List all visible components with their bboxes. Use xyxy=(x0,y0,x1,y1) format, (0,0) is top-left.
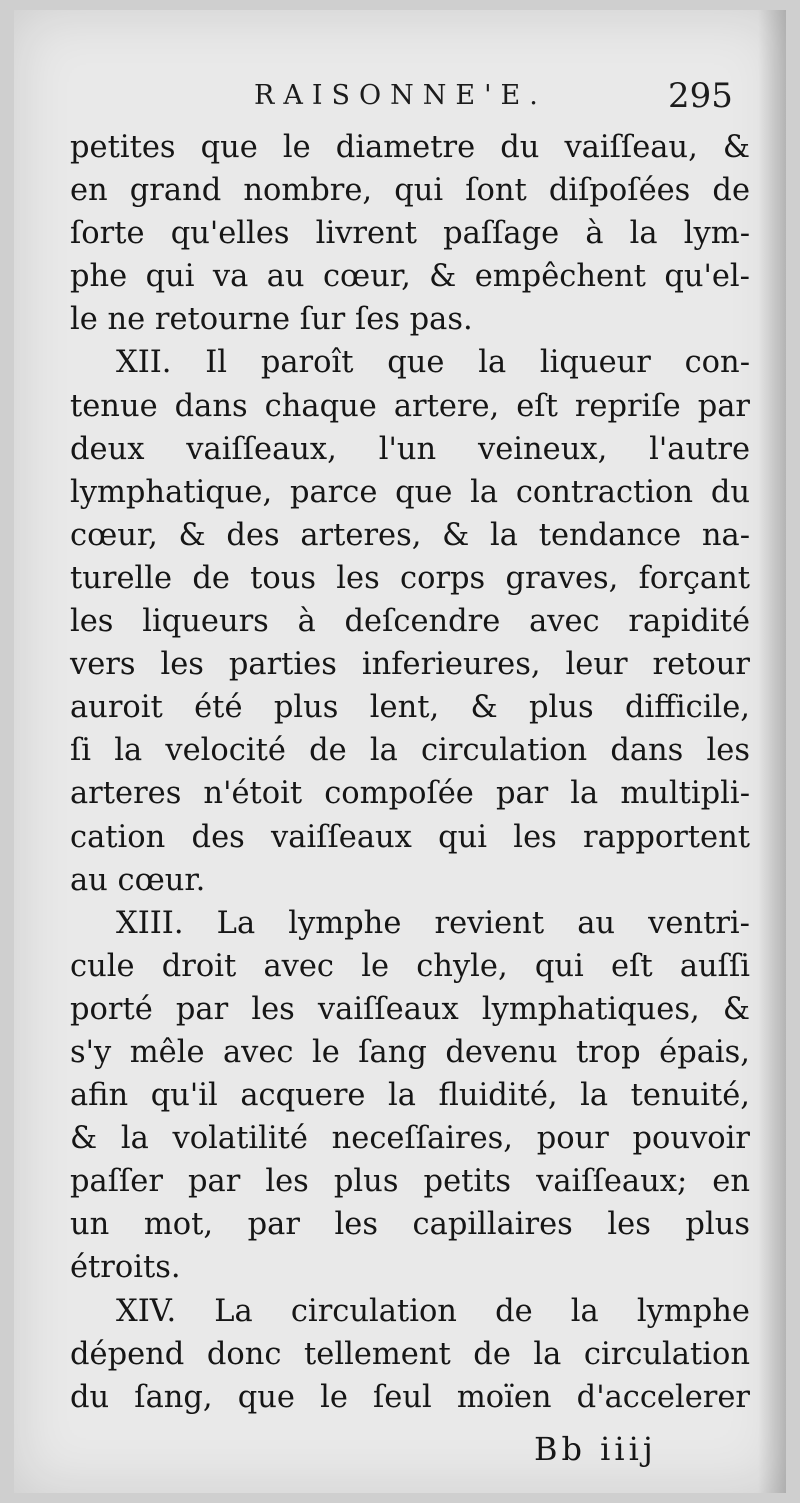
text-line: un mot, par les capillaires les plus xyxy=(70,1207,750,1243)
running-title: RAISONNE'E. xyxy=(254,80,547,111)
text-line: du ſang, que le ſeul moïen d'accelerer xyxy=(70,1379,750,1415)
text-line: vers les parties inferieures, leur retour xyxy=(70,647,750,683)
text-line: XIII. La lymphe revient au ventri- xyxy=(116,905,750,941)
text-line: deux vaiſſeaux, l'un veineux, l'autre xyxy=(70,431,750,467)
text-line: le ne retourne ſur ſes pas. xyxy=(70,302,473,338)
text-line: cation des vaiſſeaux qui les rapportent xyxy=(70,819,750,855)
text-line: s'y mêle avec le ſang devenu trop épais, xyxy=(70,1034,750,1070)
text-line: phe qui va au cœur, & empêchent qu'el- xyxy=(70,259,750,295)
text-line: tenue dans chaque artere, eſt repriſe par xyxy=(70,388,750,424)
body-text xyxy=(70,126,750,1419)
text-line: porté par les vaiſſeaux lymphatiques, & xyxy=(70,991,750,1027)
text-line: auroit été plus lent, & plus difficile, xyxy=(70,690,750,726)
text-line: en grand nombre, qui ſont diſpoſées de xyxy=(70,173,750,209)
text-line: dépend donc tellement de la circulation xyxy=(70,1336,750,1372)
text-line: étroits. xyxy=(70,1250,181,1286)
text-line: turelle de tous les corps graves, forçant xyxy=(70,560,750,596)
text-line: petites que le diametre du vaiſſeau, & xyxy=(70,130,750,165)
text-line: les liqueurs à deſcendre avec rapidité xyxy=(70,604,750,640)
text-line: paſſer par les plus petits vaiſſeaux; en xyxy=(70,1164,750,1200)
signature-mark: Bb iiij xyxy=(534,1430,657,1468)
text-line: au cœur. xyxy=(70,862,206,898)
page-number: 295 xyxy=(668,76,733,116)
text-line: cule droit avec le chyle, qui eſt auſſi xyxy=(70,948,750,984)
book-page xyxy=(14,10,786,1493)
text-line: afin qu'il acquere la fluidité, la tenuité, xyxy=(70,1078,750,1114)
text-line: XIV. La circulation de la lymphe xyxy=(116,1293,750,1329)
text-line: & la volatilité neceſſaires, pour pouvoir xyxy=(70,1121,750,1157)
text-line: ſi la velocité de la circulation dans les xyxy=(70,733,750,769)
text-line: XII. Il paroît que la liqueur con- xyxy=(116,345,750,381)
text-line: cœur, & des arteres, & la tendance na- xyxy=(70,517,750,553)
text-line: lymphatique, parce que la contraction du xyxy=(70,474,750,510)
text-line: arteres n'étoit compoſée par la multipli- xyxy=(70,776,750,812)
page-header xyxy=(14,78,786,124)
text-line: ſorte qu'elles livrent paſſage à la lym- xyxy=(70,216,750,252)
